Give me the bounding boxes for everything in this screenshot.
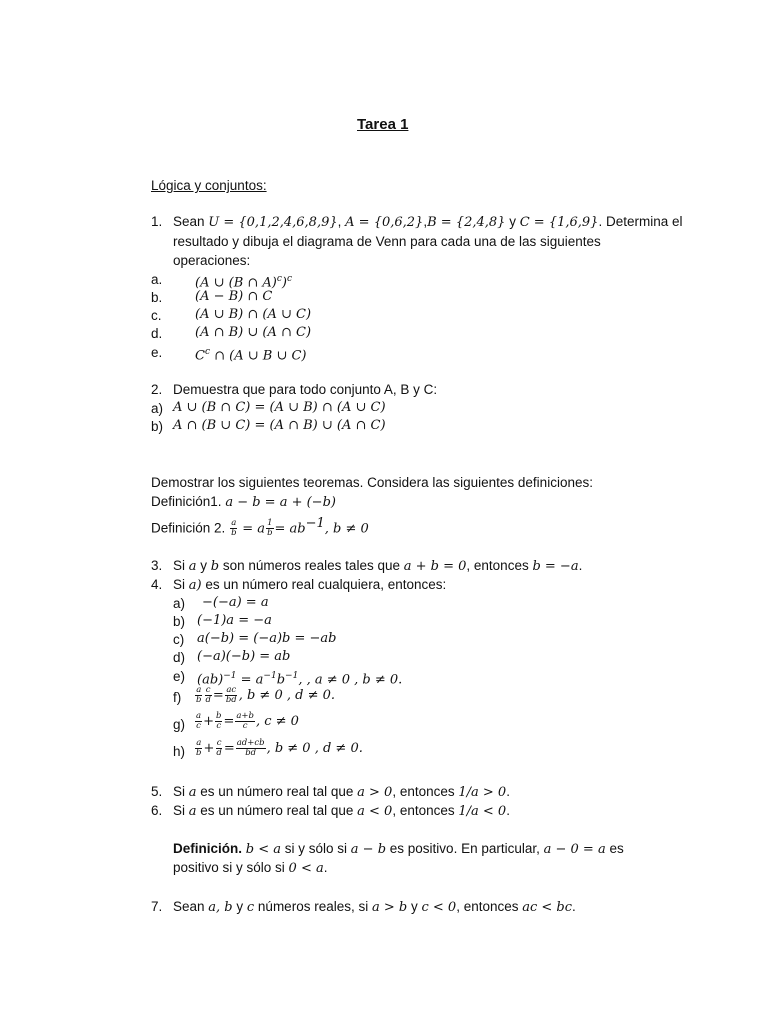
q1-item-a-label: a. bbox=[151, 272, 163, 287]
q4-item-d-label: d) bbox=[173, 650, 186, 665]
q1-item-e-expr: $C^c$ ∩ (A ∪ B ∪ C) bbox=[195, 347, 307, 364]
q2-number: 2. bbox=[151, 382, 163, 397]
definition-2: Definición 2. $\frac{a}{b}$ = a $\frac{1}{b}$ = $ab^{-1}$, b ≠ 0 bbox=[151, 516, 369, 539]
q1-item-e-label: e. bbox=[151, 345, 163, 360]
q1-item-a-expr: (A ∪ (B ∩ A)$^c$)$^c$ bbox=[195, 274, 293, 291]
q4-item-f-label: f) bbox=[173, 690, 182, 705]
q2-item-a-expr: A ∪ (B ∩ C) = (A ∪ B) ∩ (A ∪ C) bbox=[173, 400, 386, 415]
q4-item-g-label: g) bbox=[173, 717, 186, 732]
q4-item-a-expr: −(−a) = a bbox=[202, 595, 269, 610]
q4-item-b-label: b) bbox=[173, 614, 186, 629]
q3-text: Si a y b son números reales tales que a + b = 0, entonces b = −a. bbox=[173, 558, 583, 574]
q4-text: Si a) es un número real cualquiera, entonces: bbox=[173, 577, 447, 593]
q4-item-g-expr: $\frac{a}{c}$ + $\frac{b}{c}$ = $\frac{a+b}{c}$ , c ≠ 0 bbox=[196, 711, 299, 731]
q1-item-d-expr: (A ∩ B) ∪ (A ∩ C) bbox=[195, 325, 312, 340]
q1-line2: resultado y dibuja el diagrama de Venn para cada una de las siguientes bbox=[173, 234, 601, 249]
q3-number: 3. bbox=[151, 558, 163, 573]
q1-item-c-label: c. bbox=[151, 308, 162, 323]
q1-line1: Sean U = {0,1,2,4,6,8,9}, A = {0,6,2},B = {2,4,8} y C = {1,6,9}. Determina el bbox=[173, 214, 683, 230]
q2-item-a-label: a) bbox=[151, 401, 164, 416]
q4-item-a-label: a) bbox=[173, 596, 186, 611]
q1-item-b-expr: (A − B) ∩ C bbox=[195, 289, 273, 304]
q1-line3: operaciones: bbox=[173, 253, 251, 268]
definition-order-line1: Definición. b < a si y sólo si a − b es positivo. En particular, a − 0 = a es bbox=[173, 841, 624, 857]
q6-text: Si a es un número real tal que a < 0, entonces 1/a < 0. bbox=[173, 803, 510, 819]
q1-item-d-label: d. bbox=[151, 326, 163, 341]
q6-number: 6. bbox=[151, 803, 163, 818]
q4-number: 4. bbox=[151, 577, 163, 592]
q2-item-b-label: b) bbox=[151, 419, 164, 434]
q4-item-h-expr: $\frac{a}{b}$ + $\frac{c}{d}$ = $\frac{ad+cb}{bd}$ , b ≠ 0 , d ≠ 0. bbox=[196, 738, 363, 758]
q4-item-c-expr: a(−b) = (−a)b = −ab bbox=[197, 631, 337, 646]
q1-number: 1. bbox=[151, 214, 163, 229]
definition-order-line2: positivo si y sólo si 0 < a. bbox=[173, 860, 328, 876]
definition-1: Definición1. a − b = a + (−b) bbox=[151, 494, 336, 510]
q4-item-f-expr: $\frac{a}{b}$ $\frac{c}{d}$ = $\frac{ac}{bd}$ , b ≠ 0 , d ≠ 0. bbox=[196, 685, 335, 705]
q7-text: Sean a, b y c números reales, si a > b y c < 0, entonces ac < bc. bbox=[173, 899, 576, 915]
q4-item-e-expr: $(ab)^{-1} = a^{-1}b^{-1}$, , a ≠ 0 , b ≠ 0. bbox=[197, 671, 403, 688]
q4-item-e-label: e) bbox=[173, 669, 186, 684]
q2-item-b-expr: A ∩ (B ∪ C) = (A ∩ B) ∪ (A ∩ C) bbox=[173, 418, 386, 433]
section-heading-logic-sets: Lógica y conjuntos: bbox=[151, 178, 267, 193]
page-title: Tarea 1 bbox=[357, 116, 409, 133]
q4-item-h-label: h) bbox=[173, 744, 186, 759]
q4-item-c-label: c) bbox=[173, 632, 185, 647]
q4-item-b-expr: (−1)a = −a bbox=[197, 613, 272, 628]
q1-item-c-expr: (A ∪ B) ∩ (A ∪ C) bbox=[195, 307, 312, 322]
q2-text: Demuestra que para todo conjunto A, B y C: bbox=[173, 382, 438, 397]
q5-number: 5. bbox=[151, 784, 163, 799]
q1-item-b-label: b. bbox=[151, 290, 163, 305]
q7-number: 7. bbox=[151, 899, 163, 914]
q5-text: Si a es un número real tal que a > 0, entonces 1/a > 0. bbox=[173, 784, 510, 800]
theorems-intro: Demostrar los siguientes teoremas. Considera las siguientes definiciones: bbox=[151, 475, 593, 490]
q4-item-d-expr: (−a)(−b) = ab bbox=[197, 649, 291, 664]
